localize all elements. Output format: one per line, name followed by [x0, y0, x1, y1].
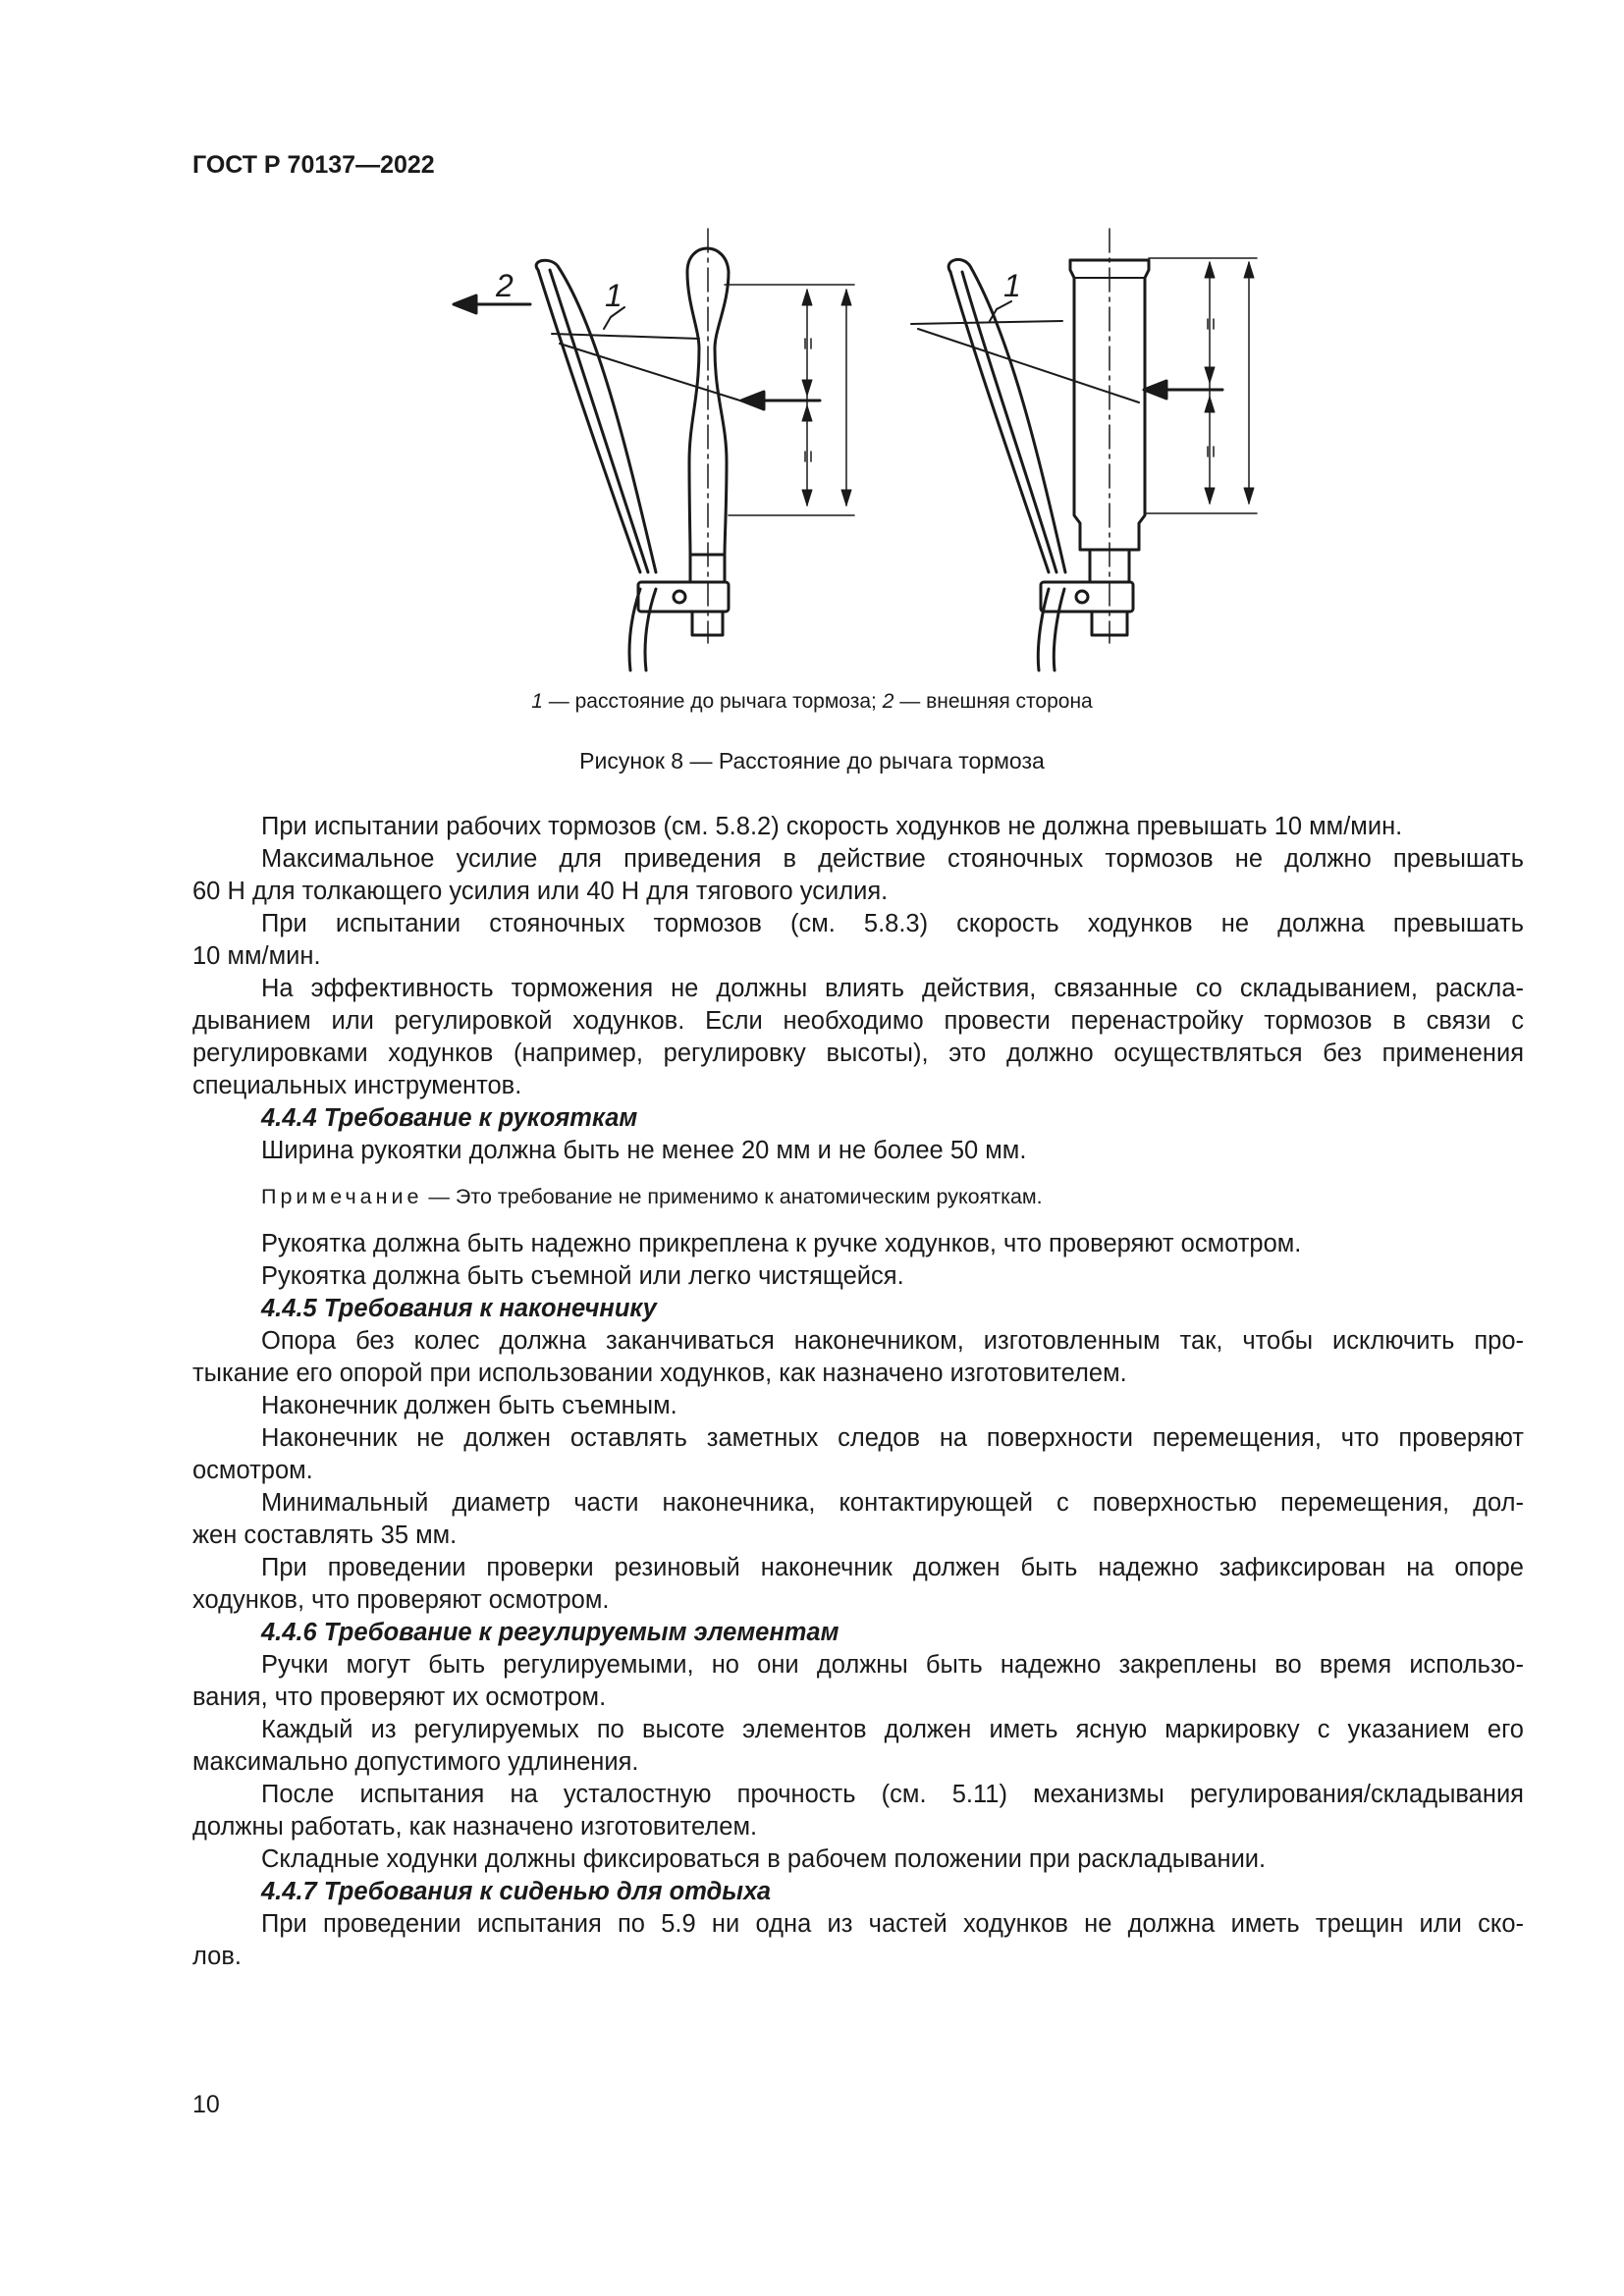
body-line: 60 Н для толкающего усилия или 40 Н для тягового усилия. [192, 878, 889, 905]
body-line: регулировками ходунков (например, регулировку высоты), это должно осуществляться без применения [192, 1040, 1524, 1067]
section-heading-4-4-4: 4.4.4 Требование к рукояткам [261, 1104, 638, 1132]
note-text: — Это требование не применимо к анатомическим рукояткам. [422, 1185, 1043, 1208]
note-label: Примечание [261, 1185, 423, 1208]
body-line: Рукоятка должна быть съемной или легко чистящейся. [261, 1262, 904, 1290]
figure-label-1-left: 1 [605, 278, 623, 313]
body-line: вания, что проверяют их осмотром. [192, 1683, 607, 1711]
figure-label-2: 2 [496, 268, 514, 303]
body-line: Минимальный диаметр части наконечника, контактирующей с поверхностью перемещения, дол- [261, 1489, 1524, 1517]
body-line: дыванием или регулировкой ходунков. Если необходимо провести перенастройку тормозов в связи с [192, 1007, 1524, 1035]
body-line: Опора без колес должна заканчиваться наконечником, изготовленным так, чтобы исключить про- [261, 1327, 1524, 1355]
body-line: Наконечник не должен оставлять заметных следов на поверхности перемещения, что проверяют [261, 1424, 1524, 1452]
body-line: жен составлять 35 мм. [192, 1522, 458, 1549]
body-line: Максимальное усилие для приведения в действие стояночных тормозов не должно превышать [261, 845, 1524, 873]
section-heading-4-4-5: 4.4.5 Требования к наконечнику [261, 1295, 657, 1322]
body-line: максимально допустимого удлинения. [192, 1748, 639, 1776]
body-line: лов. [192, 1943, 242, 1970]
body-line: Ручки могут быть регулируемыми, но они должны быть надежно закреплены во время использо- [261, 1651, 1524, 1679]
body-line: Каждый из регулируемых по высоте элементов должен иметь ясную маркировку с указанием его [261, 1716, 1524, 1743]
body-line: Рукоятка должна быть надежно прикреплена к ручке ходунков, что проверяют осмотром. [261, 1230, 1302, 1257]
body-line: При проведении проверки резиновый наконечник должен быть надежно зафиксирован на опоре [261, 1554, 1524, 1581]
page-number: 10 [192, 2091, 220, 2118]
body-line: Складные ходунки должны фиксироваться в рабочем положении при раскладывании. [261, 1845, 1267, 1873]
document-header: ГОСТ Р 70137—2022 [192, 151, 435, 179]
section-heading-4-4-7: 4.4.7 Требования к сиденью для отдыха [261, 1878, 772, 1905]
note-line [261, 1181, 1524, 1212]
body-line: На эффективность торможения не должны влиять действия, связанные со складыванием, раскла- [261, 975, 1524, 1002]
legend-item2-number: 2 [882, 690, 894, 713]
body-line: специальных инструментов. [192, 1072, 522, 1099]
body-line: ходунков, что проверяют осмотром. [192, 1586, 610, 1614]
figure-label-1-right: 1 [1003, 268, 1021, 303]
figure-legend [0, 687, 1624, 717]
figure-title: Рисунок 8 — Расстояние до рычага тормоза [579, 748, 1045, 774]
body-line: Ширина рукоятки должна быть не менее 20 мм и не более 50 мм. [261, 1137, 1027, 1164]
body-line: При испытании рабочих тормозов (см. 5.8.2) скорость ходунков не должна превышать 10 мм/мин. [261, 813, 1403, 840]
legend-item1-number: 1 [531, 690, 543, 713]
body-line: 10 мм/мин. [192, 942, 321, 970]
body-line: осмотром. [192, 1457, 313, 1484]
body-line: После испытания на усталостную прочность (см. 5.11) механизмы регулирования/складывания [261, 1781, 1524, 1808]
legend-item2-text: — внешняя сторона [893, 690, 1093, 713]
body-line: должны работать, как назначено изготовителем. [192, 1813, 758, 1841]
body-line: Наконечник должен быть съемным. [261, 1392, 677, 1419]
legend-item1-text: — расстояние до рычага тормоза; [542, 690, 883, 713]
section-heading-4-4-6: 4.4.6 Требование к регулируемым элементам [261, 1619, 839, 1646]
body-line: При испытании стояночных тормозов (см. 5.8.3) скорость ходунков не должна превышать [261, 910, 1524, 937]
body-line: При проведении испытания по 5.9 ни одна из частей ходунков не должна иметь трещин или ско- [261, 1910, 1524, 1938]
body-line: тыкание его опорой при использовании ходунков, как назначено изготовителем. [192, 1360, 1127, 1387]
figure-8 [0, 211, 1624, 677]
